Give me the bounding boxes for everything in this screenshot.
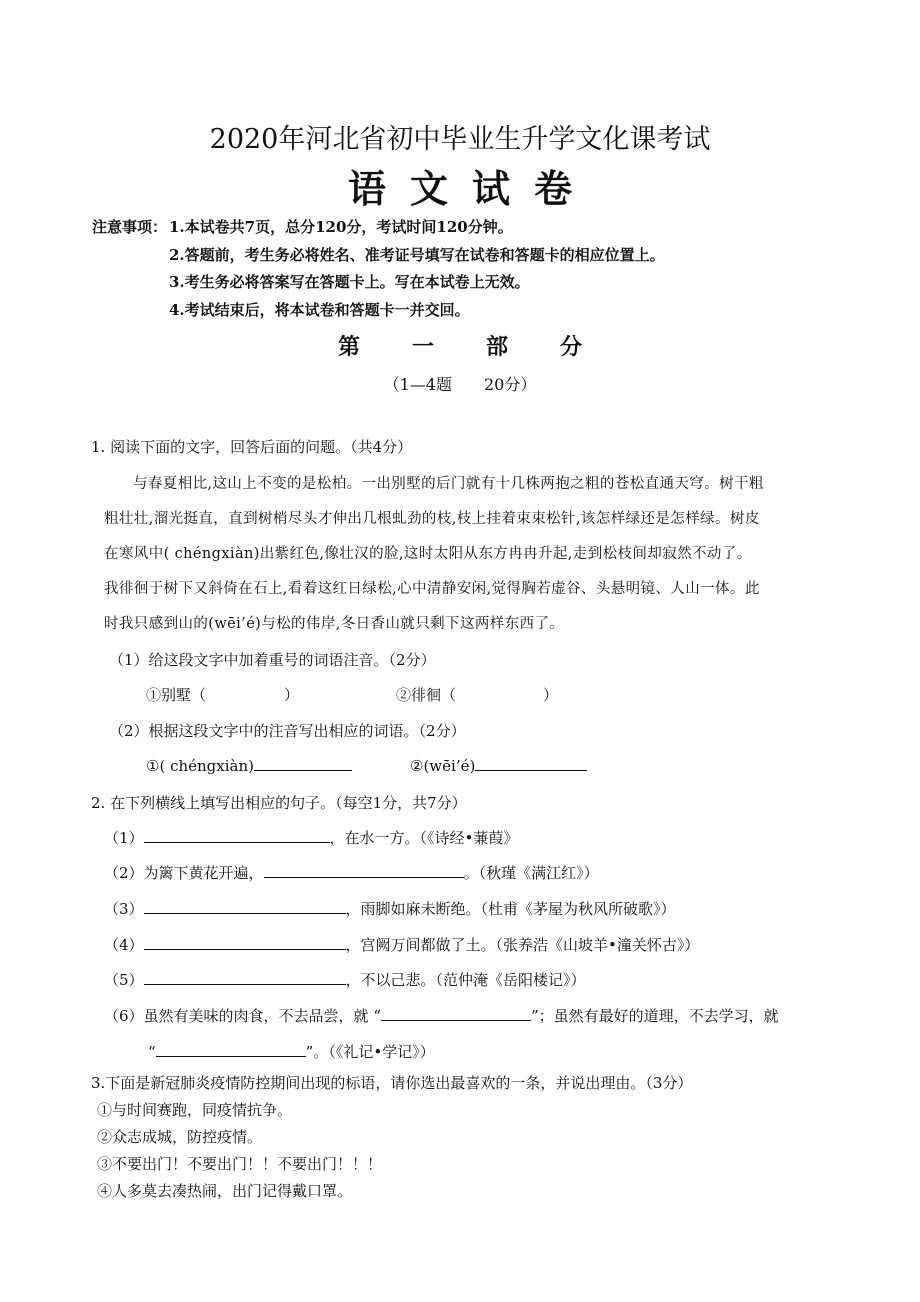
answer-blank[interactable] <box>144 899 346 914</box>
q3-option: ④人多莫去凑热闹，出门记得戴口罩。 <box>97 1182 353 1200</box>
part-char: 第 <box>337 334 360 360</box>
q1-sub1-b-close: ） <box>543 686 559 704</box>
q2-stem: 2. 在下列横线上填写出相应的句子。（每空1分，共7分） <box>91 794 467 812</box>
part-char: 部 <box>486 334 509 360</box>
q1-passage-line: 在寒风中( chéngxiàn)出紫红色,像壮汉的脸,这时太阳从东方冉冉升起,走到松枝间却寂然不动了。 <box>104 546 752 562</box>
answer-blank[interactable] <box>381 1006 531 1021</box>
notice-item-1: 1.本试卷共7页，总分120分，考试时间120分钟。 <box>169 218 513 236</box>
answer-blank[interactable] <box>144 970 346 985</box>
q2-item-num: （3） <box>104 900 144 918</box>
q2-item <box>104 934 699 955</box>
q1-stem: 1. 阅读下面的文字，回答后面的问题。（共4分） <box>91 438 413 456</box>
q2-item-6 <box>104 1005 779 1026</box>
q2-item-6-cont <box>148 1041 435 1062</box>
notice-item-4: 4.考试结束后，将本试卷和答题卡一并交回。 <box>169 301 470 319</box>
answer-blank[interactable] <box>264 863 464 878</box>
q1-sub2-b-pinyin: ②(wēi’é) <box>410 757 476 775</box>
q2-item <box>104 898 676 919</box>
q2-item-text: ，雨脚如麻未断绝。（杜甫《茅屋为秋风所破歌》） <box>345 900 676 918</box>
q2-item6-text: （6）虽然有美味的肉食，不去品尝，就 “ <box>104 1007 381 1025</box>
answer-blank[interactable] <box>144 935 346 950</box>
q1-passage-line: 我徘徊于树下又斜倚在石上,看着这红日绿松,心中清静安闲,觉得胸若虚谷、头悬明镜、人山一体。此 <box>104 581 760 597</box>
q2-item <box>104 969 586 990</box>
q1-passage-line: 与春夏相比,这山上不变的是松柏。一出别墅的后门就有十几株两抱之粗的苍松直通天穹。树干粗 <box>133 476 764 492</box>
q2-item-text: ，宫阙万间都做了土。（张养浩《山坡羊•潼关怀古》） <box>345 936 700 954</box>
q2-item-before: 为篱下黄花开遍， <box>143 864 264 882</box>
part-range: （1—4题 20分） <box>383 375 537 394</box>
q2-item-text: 。（秋瑾《满江红》） <box>463 864 599 882</box>
q3-option: ①与时间赛跑，同疫情抗争。 <box>97 1101 293 1119</box>
notice-label: 注意事项： <box>92 218 168 236</box>
notice-item-2: 2.答题前，考生务必将姓名、准考证号填写在试卷和答题卡的相应位置上。 <box>169 246 665 264</box>
q2-item-num: （2） <box>104 864 144 882</box>
q2-item <box>104 862 599 883</box>
part-char: 一 <box>411 334 434 360</box>
q1-sub1-a: ①别墅（ <box>146 686 207 704</box>
q2-item-num: （1） <box>104 829 144 847</box>
q2-item6-text: ”；虽然有最好的道理，不去学习，就 <box>530 1007 779 1025</box>
answer-blank[interactable] <box>144 828 330 843</box>
q3-stem: 3.下面是新冠肺炎疫情防控期间出现的标语，请你选出最喜欢的一条，并说出理由。（3分） <box>91 1074 693 1092</box>
q2-item <box>104 827 518 848</box>
q3-option: ②众志成城，防控疫情。 <box>97 1128 263 1146</box>
q1-sub2: （2）根据这段文字中的注音写出相应的词语。（2分） <box>109 722 466 740</box>
q3-option: ③不要出门！不要出门！！不要出门！！！ <box>97 1155 383 1173</box>
q1-sub1: （1）给这段文字中加着重号的词语注音。（2分） <box>109 651 436 669</box>
q2-item-text: ，在水一方。（《诗经•蒹葭》 <box>329 829 519 847</box>
q1-sub1-a-close: ） <box>284 686 300 704</box>
q2-item6-text: “ <box>148 1043 156 1061</box>
answer-blank[interactable] <box>156 1042 306 1057</box>
notice-item-3: 3.考生务必将答案写在答题卡上。写在本试卷上无效。 <box>169 273 530 291</box>
q2-item-num: （4） <box>104 936 144 954</box>
q2-item6-text: ”。（《礼记•学记》） <box>305 1043 435 1061</box>
q2-item-num: （5） <box>104 971 144 989</box>
exam-subtitle: 语文试卷 <box>347 166 596 211</box>
q1-sub2-b <box>410 756 587 775</box>
answer-blank[interactable] <box>475 756 587 771</box>
answer-blank[interactable] <box>254 756 352 771</box>
q2-item-text: ，不以己悲。（范仲淹《岳阳楼记》） <box>345 971 586 989</box>
q1-passage-line: 粗壮壮,溜光挺直，直到树梢尽头才伸出几根虬劲的枝,枝上挂着束束松针,该怎样绿还是怎样绿。树皮 <box>104 511 760 527</box>
part-heading <box>0 330 920 361</box>
part-char: 分 <box>560 334 583 360</box>
exam-title: 2020年河北省初中毕业生升学文化课考试 <box>209 124 711 155</box>
q1-sub1-b: ②徘徊（ <box>396 686 457 704</box>
q1-passage-line: 时我只感到山的(wēi’é)与松的伟岸,冬日香山就只剩下这两样东西了。 <box>104 616 565 632</box>
q1-sub2-a <box>146 756 352 775</box>
q1-sub2-a-pinyin: ①( chéngxiàn) <box>146 757 254 775</box>
